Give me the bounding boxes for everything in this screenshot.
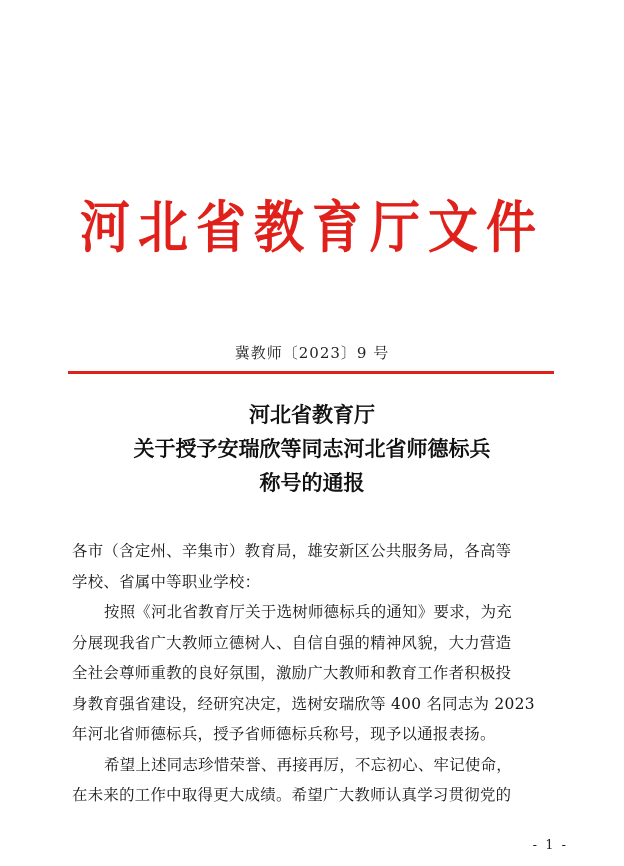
document-number: 冀教师〔2023〕9 号 [234, 344, 390, 362]
document-header: 河北省教育厅文件 [80, 194, 544, 261]
body-line: 分展现我省广大教师立德树人、自信自强的精神风貌，大力营造 [72, 633, 512, 652]
body-line: 在未来的工作中取得更大成绩。希望广大教师认真学习贯彻党的 [72, 786, 512, 804]
page-number: - 1 - [532, 838, 568, 853]
title-line-3: 称号的通报 [259, 471, 365, 495]
document-body [72, 536, 552, 811]
title-line-1: 河北省教育厅 [249, 403, 375, 427]
body-line: 全社会尊师重教的良好氛围，激励广大教师和教育工作者积极投 [72, 664, 512, 682]
body-line: 年河北省师德标兵，授予省师德标兵称号，现予以通报表扬。 [72, 725, 496, 743]
body-line: 按照《河北省教育厅关于选树师德标兵的通知》要求，为充 [104, 603, 512, 621]
red-divider-line [68, 371, 554, 374]
body-line: 学校、省属中等职业学校： [72, 572, 261, 591]
document-title [0, 398, 624, 500]
body-line: 各市（含定州、辛集市）教育局，雄安新区公共服务局，各高等 [72, 542, 512, 560]
body-line: 身教育强省建设，经研究决定，选树安瑞欣等 400 名同志为 2023 [72, 694, 535, 713]
title-line-2: 关于授予安瑞欣等同志河北省师德标兵 [133, 437, 491, 461]
body-line: 希望上述同志珍惜荣誉、再接再厉，不忘初心、牢记使命， [104, 755, 512, 774]
